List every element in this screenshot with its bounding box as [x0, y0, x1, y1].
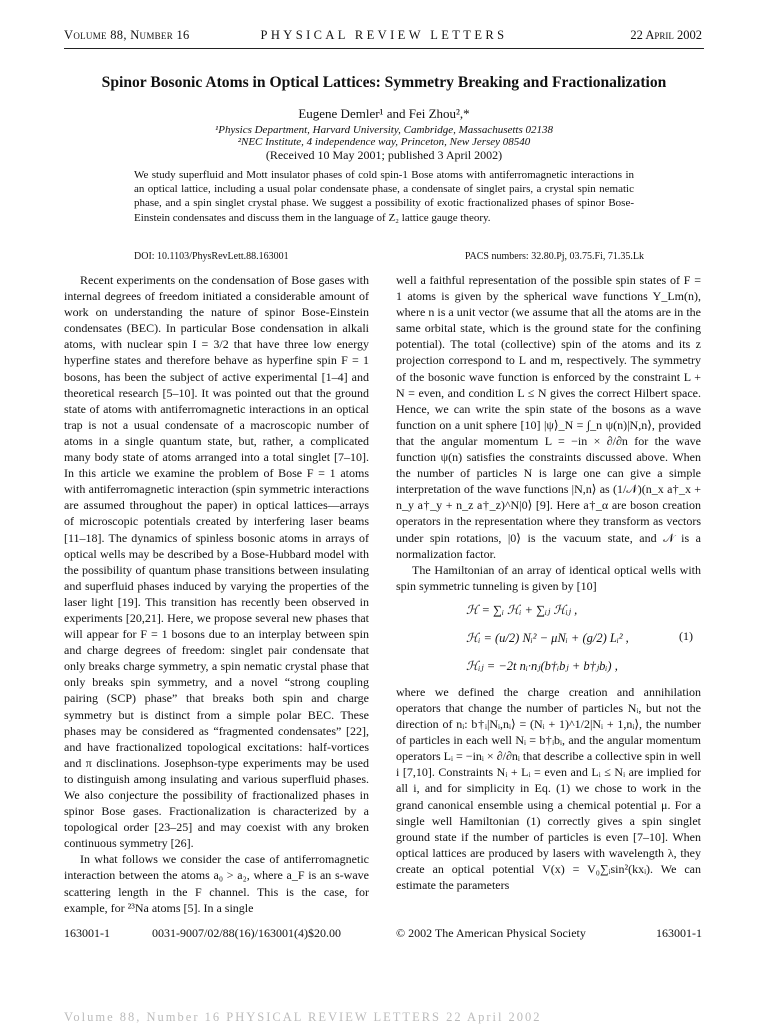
equation-line: ℋ = ∑ᵢ ℋᵢ + ∑ᵢⱼ ℋᵢⱼ ,	[466, 602, 578, 617]
affiliation-1: ¹Physics Department, Harvard University, Cambridge, Massachusetts 02138	[214, 124, 554, 136]
abstract: We study superfluid and Mott insulator phases of cold spin-1 Bose atoms with antiferromagnetic interactions in an optical lattice, including a usual polar condensate phase, a condensate of singlet pairs, a crystal spin nematic phase, and a spin singlet crystal phase. We suggest a possibility of exotic fractionalized phases of spinor Bose-Einstein condensates and discuss them in the language of Z₂ lattice gauge theory.	[134, 169, 634, 224]
paragraph: The Hamiltonian of an array of identical optical wells with spin symmetric tunneling is given by [10]	[396, 562, 701, 593]
affiliation-2: ²NEC Institute, 4 independence way, Princeton, New Jersey 08540	[237, 136, 531, 148]
paragraph: well a faithful representation of the possible spin states of F = 1 atoms is given by the spherical wave functions Y_Lm(n), where n is a unit vector (we assume that all the atoms are in the same orbital state, which is the ground state for the confining potential). The total (collective) spin of the atoms and its z projection correspond to L and m, respectively. The symmetry of the bosonic wave function is enforced by the constraint L + N = even, and condition L ≤ N gives the correct Hilbert space. Hence, we can write the spin state of the bosons as a wave function on a unit sphere [10] |ψ⟩_N = ∫_n ψ(n)|N,n⟩, provided that the angular momentum L = −in × ∂/∂n for the wave function ψ(n) satisfies the constraints discussed above. When the number of particles N is large one can give a simple interpretation of the wave functions |N,n⟩ as (1/𝒩)(n_x a†_x + n_y a†_y + n_z a†_z)^N|0⟩ [9]. Here a†_α are boson creation operators in the representation where they transform as vectors under spin rotations, |0⟩ is the vacuum state, and 𝒩 is a normalization factor.	[396, 273, 701, 561]
header-journal: PHYSICAL REVIEW LETTERS	[260, 28, 508, 42]
authors: Eugene Demler¹ and Fei Zhou²,*	[298, 106, 470, 121]
next-page-header: Volume 88, Number 16 PHYSICAL REVIEW LETTERS 22 April 2002	[64, 1010, 542, 1024]
pacs-numbers: PACS numbers: 32.80.Pj, 03.75.Fi, 71.35.Lk	[464, 251, 644, 262]
header-date: 22 April 2002	[630, 28, 702, 42]
right-column	[396, 272, 701, 893]
equation-number: (1)	[679, 628, 693, 643]
paragraph: where we defined the charge creation and annihilation operators that change the number of particles Nᵢ, but not the direction of nᵢ: b†ᵢ|Nᵢ,nᵢ⟩ = (Nᵢ + 1)^1/2|Nᵢ + 1,nᵢ⟩, the number of particles in each well Nᵢ = b†ᵢbᵢ, and the angular momentum operators Lᵢ = −inᵢ × ∂/∂nᵢ that describe a collective spin in well i [7,10]. Constraints Nᵢ + Lᵢ = even and Lᵢ ≤ Nᵢ are implied for all i, and for simplicity in Eq. (1) we chose to work in the grand canonical ensemble using a chemical potential μ. For a single well Hamiltonian (1) correctly gives a spin singlet ground state if the number of particles is even [7–10]. When optical lattices are produced by lasers with wavelength λ, they create an optical potential V(x) = V₀∑ᵢsin²(kxᵢ). We can estimate the parameters	[396, 684, 701, 892]
footer-page-left: 163001-1	[64, 926, 110, 940]
paragraph: Recent experiments on the condensation of Bose gases with internal degrees of freedom initiated a considerable amount of work on understanding the nature of spinor Bose-Einstein condensates (BEC). In particular Bose condensation in alkali atoms, with nuclear spin I = 3/2 that have three low energy hyperfine states and therefore behave as hyperfine spin F = 1 bosons, has been the subject of active experimental [1–4] and theoretical research [5–10]. It was pointed out that the ground state of atoms with antiferromagnetic interactions in an optical trap is not a usual condensate of a macroscopic number of atoms in a single quantum state, but, rather, a complicated many body state of atoms arranged into a total singlet [7–10]. In this article we examine the problem of Bose F = 1 atoms with antiferromagnetic interaction (spin symmetric interactions are assumed throughout the paper) in optical lattices—arrays of microscopic potentials created by interfering laser beams [11–18]. The dynamics of spinless bosonic atoms in arrays of optical wells may be described by a Bose-Hubbard model with the possibility of quantum phase transitions between insulating and superfluid phases induced by varying the properties of the laser light [19]. This transition has recently been observed in experiments [20,21]. Here, we propose several new phases that will appear for F = 1 bosons due to an interplay between spin and charge degrees of freedom: singlet pair condensate that only breaks charge symmetry, a spin nematic crystal phase that only breaks spin symmetry, and a novel “strong coupling pairing (SCP) phase” that breaks both spin and charge symmetry but is distinct from a simple polar BEC. These phases may be considered as “fragmented condensates” [22], and have fractionalized topological excitations: half-vortices and π disclinations. Josephson-type experiments may be used to distinguish among insulating and various superfluid phases. We also conjecture the possibility of fractionalized phases in spinor Bose gases. Fractionalization is characterized by a topological order [23–25] and may coexist with any broken continuous symmetry [26].	[64, 273, 369, 851]
equation-line: ℋᵢ = (u/2) Nᵢ² − μNᵢ + (g/2) Lᵢ² ,	[466, 630, 629, 645]
doi[interactable]: DOI: 10.1103/PhysRevLett.88.163001	[134, 251, 289, 262]
paragraph: In what follows we consider the case of antiferromagnetic interaction between the atoms a₀ > a₂, where a_F is an s-wave scattering length in the F channel. This is the case, for example, for ²³Na atoms [5]. In a single	[64, 852, 369, 915]
received-dates: (Received 10 May 2001; published 3 April 2002)	[265, 148, 503, 162]
header-rule	[64, 48, 704, 49]
equation-block	[396, 598, 701, 680]
footer-page-right: 163001-1	[656, 926, 702, 940]
header-volume: Volume 88, Number 16	[64, 28, 190, 42]
equation-line: ℋᵢⱼ = −2t nᵢ·nⱼ(b†ᵢbⱼ + b†ⱼbᵢ) ,	[466, 658, 618, 673]
paper-title: Spinor Bosonic Atoms in Optical Lattices: Symmetry Breaking and Fractionalization	[101, 74, 667, 91]
footer-copyright: © 2002 The American Physical Society	[396, 926, 586, 940]
left-column	[64, 272, 369, 916]
footer-code: 0031-9007/02/88(16)/163001(4)$20.00	[152, 926, 341, 940]
